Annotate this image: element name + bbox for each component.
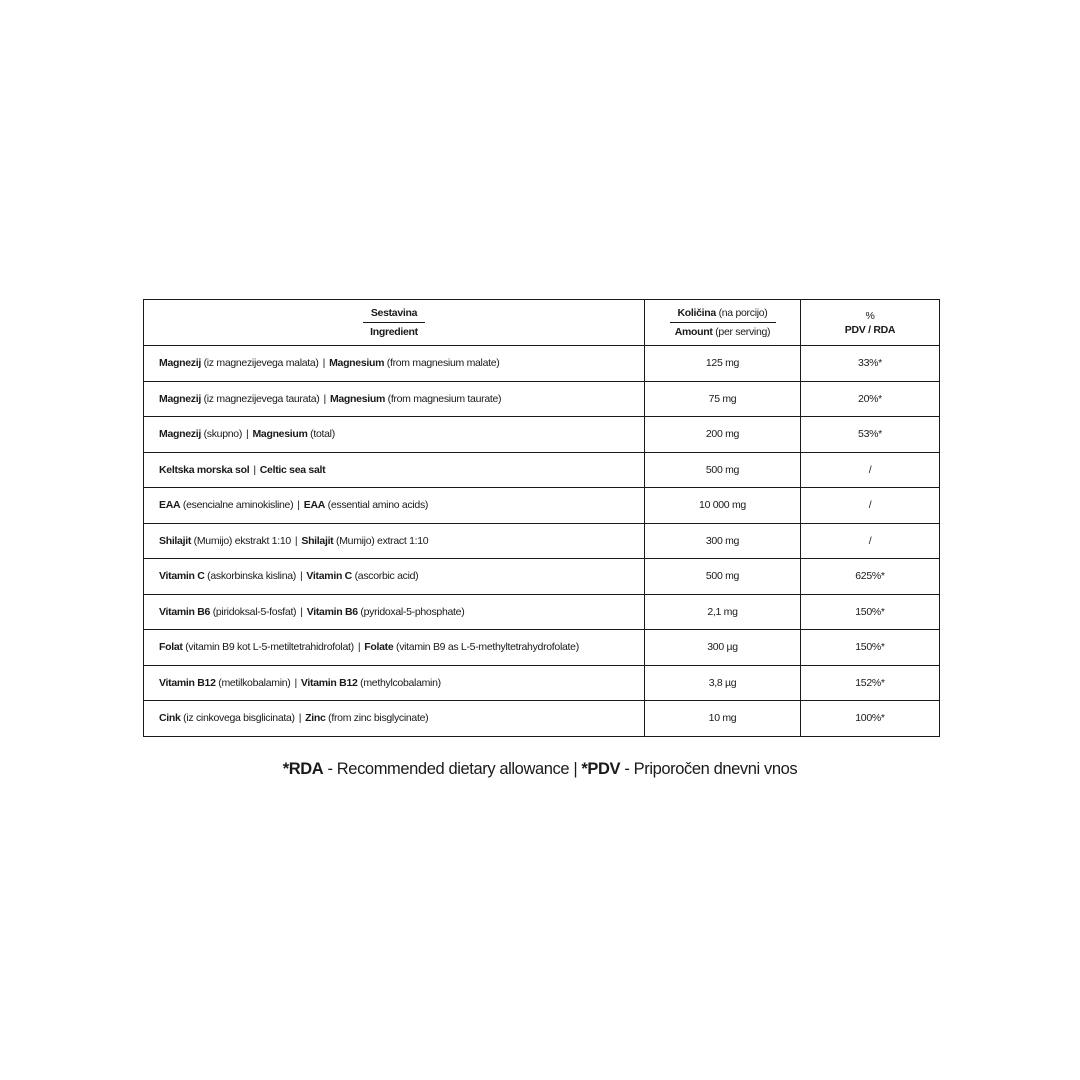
ingredient-name-sl: Folat: [159, 641, 183, 654]
amount-cell: 300 µg: [645, 630, 801, 666]
table-row: [144, 665, 940, 701]
table-row: [144, 594, 940, 630]
footnote: [0, 760, 1080, 779]
footnote-pdv-abbr: *PDV: [581, 760, 621, 778]
ingredient-detail-en: (from zinc bisglycinate): [325, 712, 429, 725]
table-row: [144, 346, 940, 382]
amount-cell: 500 mg: [645, 452, 801, 488]
ingredient-detail-en: (vitamin B9 as L-5-methyltetrahydrofolate): [393, 641, 579, 654]
ingredient-detail-en: (from magnesium malate): [384, 357, 500, 370]
ingredient-cell: [144, 346, 645, 382]
ingredient-separator: |: [294, 676, 297, 689]
ingredient-cell: [144, 701, 645, 737]
ingredient-name-en: Celtic sea salt: [259, 463, 326, 476]
ingredient-name-sl: EAA: [159, 499, 181, 512]
ingredient-detail-en: (Mumijo) extract 1:10: [333, 534, 429, 547]
ingredient-name-sl: Magnezij: [159, 428, 201, 441]
amount-cell: 2,1 mg: [645, 594, 801, 630]
rda-cell: 625%*: [801, 559, 940, 595]
rda-cell: 20%*: [801, 381, 940, 417]
ingredient-separator: |: [253, 463, 256, 476]
ingredient-detail-en: (pyridoxal-5-phosphate): [357, 605, 465, 618]
ingredient-cell: [144, 417, 645, 453]
ingredient-name-sl: Shilajit: [159, 534, 192, 547]
ingredient-name-en: Magnesium: [329, 392, 385, 405]
ingredient-name-en: Vitamin C: [306, 570, 352, 583]
amount-cell: 3,8 µg: [645, 665, 801, 701]
amount-header-en-rest: (per serving): [712, 325, 771, 338]
footnote-pdv-text: - Priporočen dnevni vnos: [620, 760, 798, 778]
ingredient-name-en: Magnesium: [329, 357, 385, 370]
ingredient-cell: [144, 665, 645, 701]
ingredient-name-sl: Magnezij: [159, 357, 201, 370]
amount-column-header: [645, 300, 801, 346]
amount-cell: 300 mg: [645, 523, 801, 559]
ingredient-separator: |: [294, 534, 298, 547]
ingredient-cell: [144, 630, 645, 666]
ingredient-detail-en: (methylcobalamin): [357, 676, 441, 689]
amount-cell: 200 mg: [645, 417, 801, 453]
ingredient-column-header: [144, 300, 645, 346]
amount-cell: 125 mg: [645, 346, 801, 382]
ingredient-name-en: Shilajit: [301, 534, 334, 547]
ingredient-cell: [144, 452, 645, 488]
rda-column-header: [801, 300, 940, 346]
table-row: [144, 417, 940, 453]
ingredient-name-en: Folate: [364, 641, 394, 654]
ingredient-detail-sl: (iz magnezijevega malata): [200, 357, 319, 370]
ingredient-name-en: Vitamin B6: [306, 605, 358, 618]
ingredient-cell: [144, 381, 645, 417]
amount-cell: 10 000 mg: [645, 488, 801, 524]
rda-cell: 100%*: [801, 701, 940, 737]
ingredient-detail-sl: (piridoksal-5-fosfat): [210, 605, 297, 618]
amount-cell: 10 mg: [645, 701, 801, 737]
ingredient-cell: [144, 488, 645, 524]
rda-cell: 53%*: [801, 417, 940, 453]
ingredient-name-sl: Vitamin B6: [159, 605, 211, 618]
ingredient-detail-sl: (skupno): [200, 428, 243, 441]
amount-header-en-bold: Amount: [674, 325, 713, 338]
ingredient-detail-sl: (askorbinska kislina): [204, 570, 296, 583]
ingredient-detail-sl: (vitamin B9 kot L-5-metiltetrahidrofolat): [182, 641, 354, 654]
table-row: [144, 630, 940, 666]
footnote-rda-text: - Recommended dietary allowance: [323, 760, 574, 778]
rda-cell: 150%*: [801, 630, 940, 666]
rda-cell: /: [801, 452, 940, 488]
footnote-rda-abbr: *RDA: [282, 760, 324, 778]
rda-cell: /: [801, 488, 940, 524]
ingredient-name-en: EAA: [303, 499, 326, 512]
ingredient-separator: |: [300, 605, 303, 618]
ingredient-name-sl: Magnezij: [159, 392, 201, 405]
ingredient-name-en: Zinc: [305, 712, 326, 725]
rda-header-symbol: %: [865, 309, 875, 322]
rda-cell: 33%*: [801, 346, 940, 382]
amount-cell: 500 mg: [645, 559, 801, 595]
ingredient-name-en: Magnesium: [252, 428, 308, 441]
ingredient-separator: |: [297, 499, 300, 512]
table-row: [144, 701, 940, 737]
table-header-row: [144, 300, 940, 346]
table-row: [144, 559, 940, 595]
ingredient-name-sl: Vitamin C: [159, 570, 205, 583]
ingredient-header-en: Ingredient: [370, 325, 418, 338]
ingredient-detail-en: (from magnesium taurate): [385, 392, 502, 405]
rda-cell: /: [801, 523, 940, 559]
ingredient-name-sl: Vitamin B12: [159, 676, 216, 689]
amount-cell: 75 mg: [645, 381, 801, 417]
ingredient-separator: |: [357, 641, 361, 654]
ingredient-cell: [144, 523, 645, 559]
rda-header-label: PDV / RDA: [844, 323, 896, 336]
ingredient-detail-sl: (Mumijo) ekstrakt 1:10: [191, 534, 291, 547]
rda-cell: 152%*: [801, 665, 940, 701]
ingredient-separator: |: [299, 570, 303, 583]
ingredient-detail-sl: (metilkobalamin): [215, 676, 291, 689]
ingredient-separator: |: [323, 392, 326, 405]
ingredient-name-sl: Keltska morska sol: [159, 463, 250, 476]
ingredient-separator: |: [322, 357, 326, 370]
ingredient-name-en: Vitamin B12: [300, 676, 358, 689]
rda-cell: 150%*: [801, 594, 940, 630]
ingredient-name-sl: Cink: [159, 712, 181, 725]
ingredient-detail-en: (total): [307, 428, 335, 441]
ingredient-detail-sl: (iz magnezijevega taurata): [200, 392, 320, 405]
ingredient-cell: [144, 594, 645, 630]
ingredient-separator: |: [246, 428, 249, 441]
ingredient-detail-en: (ascorbic acid): [351, 570, 419, 583]
table-row: [144, 488, 940, 524]
footnote-separator: |: [573, 760, 578, 778]
ingredient-detail-sl: (iz cinkovega bisglicinata): [180, 712, 295, 725]
ingredient-detail-sl: (esencialne aminokisline): [180, 499, 294, 512]
table-row: [144, 523, 940, 559]
ingredient-detail-en: (essential amino acids): [325, 499, 429, 512]
ingredient-header-sl: Sestavina: [363, 307, 425, 323]
table-row: [144, 452, 940, 488]
table-row: [144, 381, 940, 417]
ingredient-separator: |: [298, 712, 302, 725]
nutrition-table: [143, 299, 940, 737]
amount-header-sl-bold: Količina: [677, 306, 716, 319]
amount-header-sl-rest: (na porcijo): [715, 306, 768, 319]
ingredient-cell: [144, 559, 645, 595]
